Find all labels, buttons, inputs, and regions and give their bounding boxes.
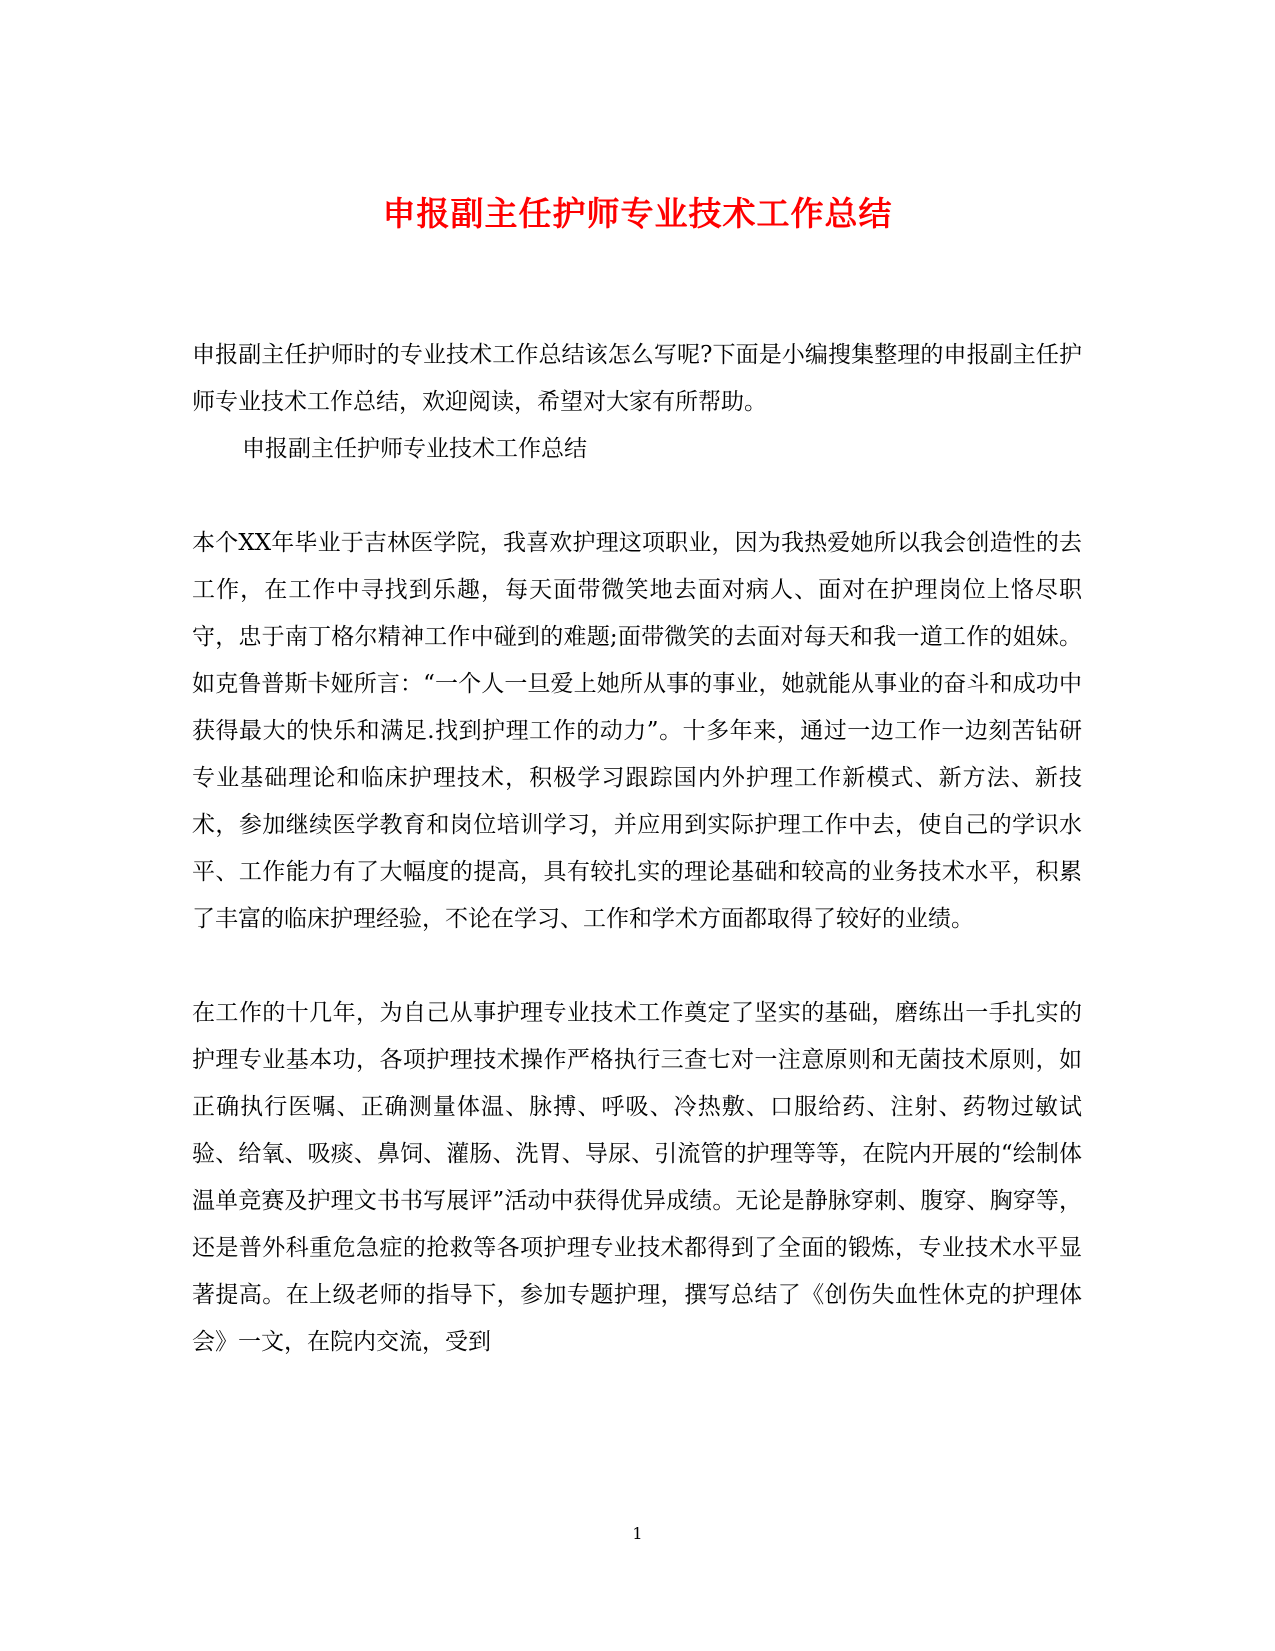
- body-paragraph-1: 本个XX年毕业于吉林医学院，我喜欢护理这项职业，因为我热爱她所以我会创造性的去工作，在工作中寻找到乐趣，每天面带微笑地去面对病人、面对在护理岗位上恪尽职守，忠于南丁格尔精神工作中碰到的难题;面带微笑的去面对每天和我一道工作的姐妹。如克鲁普斯卡娅所言：“一个人一旦爱上她所从事的事业，她就能从事业的奋斗和成功中获得最大的快乐和满足.找到护理工作的动力”。十多年来，通过一边工作一边刻苦钻研专业基础理论和临床护理技术，积极学习跟踪国内外护理工作新模式、新方法、新技术，参加继续医学教育和岗位培训学习，并应用到实际护理工作中去，使自己的学识水平、工作能力有了大幅度的提高，具有较扎实的理论基础和较高的业务技术水平，积累了丰富的临床护理经验，不论在学习、工作和学术方面都取得了较好的业绩。: [192, 530, 1082, 932]
- paragraph-spacer: [192, 473, 1082, 520]
- section-subheading: 申报副主任护师专业技术工作总结: [242, 436, 587, 462]
- page-title: 申报副主任护师专业技术工作总结: [382, 194, 893, 234]
- intro-paragraph: 申报副主任护师时的专业技术工作总结该怎么写呢?下面是小编搜集整理的申报副主任护师专业技术工作总结，欢迎阅读，希望对大家有所帮助。: [192, 342, 1082, 415]
- body-paragraph-2: 在工作的十几年，为自己从事护理专业技术工作奠定了坚实的基础，磨练出一手扎实的护理专业基本功，各项护理技术操作严格执行三查七对一注意原则和无菌技术原则，如正确执行医嘱、正确测量体温、脉搏、呼吸、冷热敷、口服给药、注射、药物过敏试验、给氧、吸痰、鼻饲、灌肠、洗胃、导尿、引流管的护理等等，在院内开展的“绘制体温单竞赛及护理文书书写展评”活动中获得优异成绩。无论是静脉穿刺、腹穿、胸穿等，还是普外科重危急症的抢救等各项护理专业技术都得到了全面的锻炼，专业技术水平显著提高。在上级老师的指导下，参加专题护理，撰写总结了《创伤失血性休克的护理体会》一文，在院内交流，受到: [192, 1000, 1082, 1355]
- paragraph-spacer: [192, 943, 1082, 990]
- document-body: [192, 332, 1082, 1366]
- page-number: 1: [632, 1524, 643, 1543]
